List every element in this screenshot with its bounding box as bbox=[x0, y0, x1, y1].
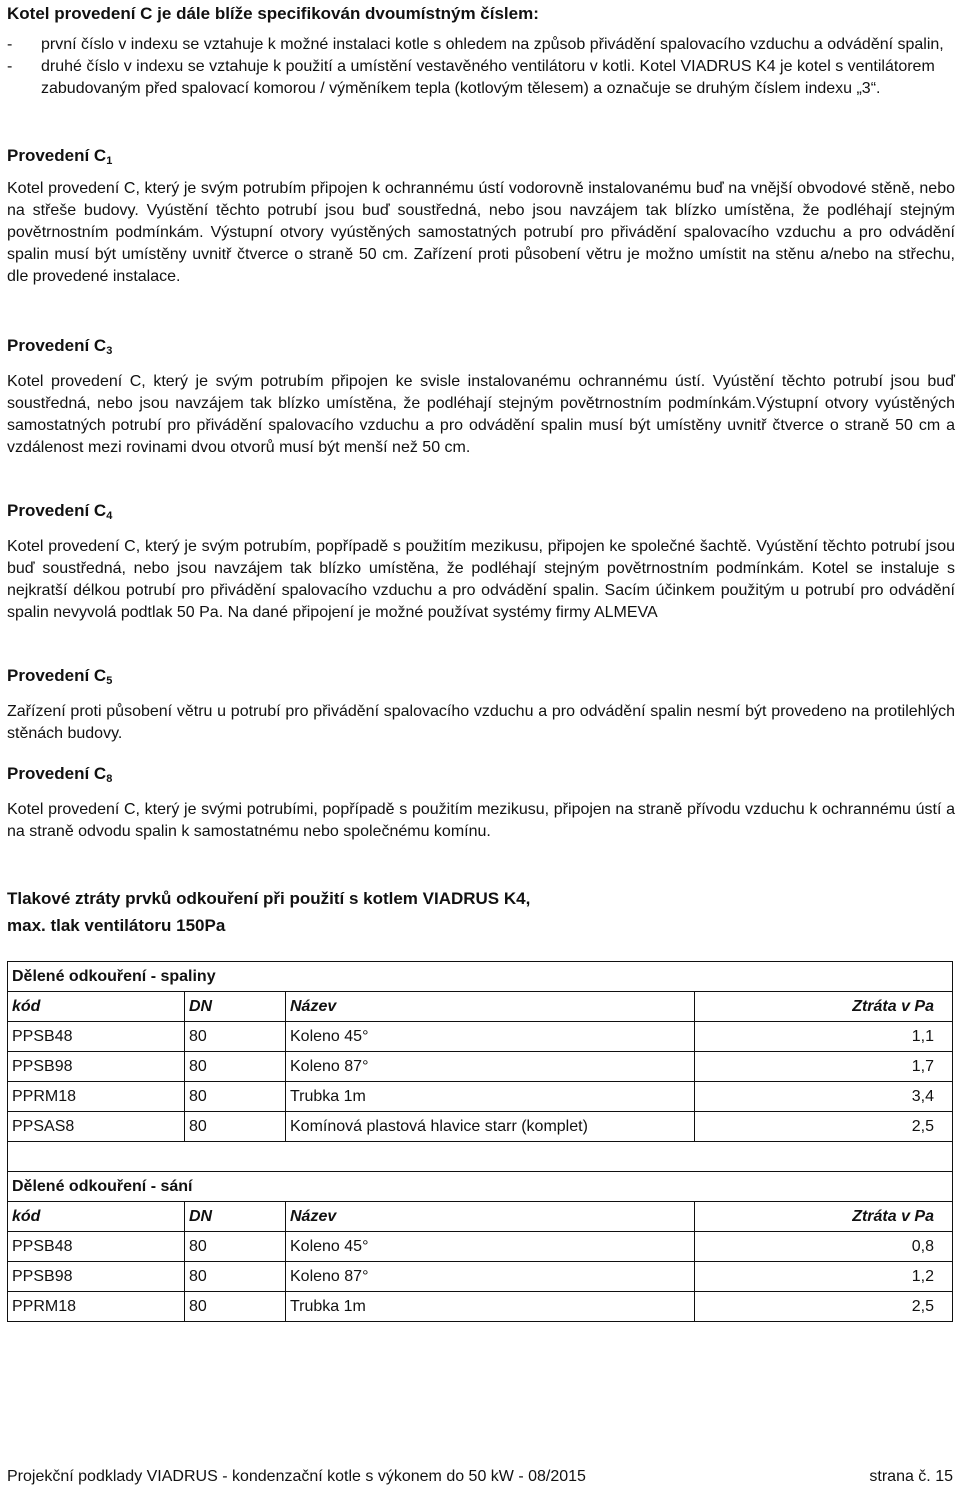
section-heading-label: Provedení C bbox=[7, 146, 107, 165]
section-heading-c8 bbox=[7, 764, 112, 785]
cell-code: PPSB98 bbox=[8, 1262, 185, 1292]
header-name: Název bbox=[286, 992, 695, 1022]
header-code: kód bbox=[8, 992, 185, 1022]
table-spacer-row bbox=[8, 1142, 953, 1172]
table-group-row bbox=[8, 962, 953, 992]
intro-heading: Kotel provedení C je dále blíže specifikován dvoumístným číslem: bbox=[7, 4, 539, 23]
table-row bbox=[8, 1112, 953, 1142]
cell-name: Koleno 87° bbox=[286, 1262, 695, 1292]
table-row bbox=[8, 1052, 953, 1082]
c4-text: Kotel provedení C, který je svým potrubím, popřípadě s použitím mezikusu, připojen ke společné šachtě. Vyústění těchto potrubí jsou buď soustředná, nebo jsou navzájem tak blízko umístěna, že podléhají stejným povětrnostním podmínkám. Kotel se instaluje s nejkratší délkou potrubí pro přivádění spalovacího vzduchu a pro odvádění spalin. Sacím účinkem použitým u potrubí pro odvádění spalin nevyvolá podtlak 50 Pa. Na dané připojení je možné používat systémy firmy ALMEVA bbox=[7, 538, 955, 621]
section-heading-c3 bbox=[7, 336, 112, 357]
table-group-title: Dělené odkouření - sání bbox=[8, 1172, 953, 1202]
cell-loss: 2,5 bbox=[695, 1292, 953, 1322]
cell-dn: 80 bbox=[185, 1232, 286, 1262]
table-row bbox=[8, 1232, 953, 1262]
cell-dn: 80 bbox=[185, 1022, 286, 1052]
cell-loss: 1,2 bbox=[695, 1262, 953, 1292]
section-text-c5 bbox=[7, 701, 955, 745]
c5-text: Zařízení proti působení větru u potrubí pro přivádění spalovacího vzduchu a pro odvádění spalin nesmí být provedeno na protilehlých stěnách budovy. bbox=[7, 703, 955, 742]
header-loss: Ztráta v Pa bbox=[695, 1202, 953, 1232]
cell-name: Koleno 45° bbox=[286, 1022, 695, 1052]
bullet-item bbox=[7, 34, 955, 56]
cell-dn: 80 bbox=[185, 1262, 286, 1292]
bullet-dash: - bbox=[7, 58, 13, 75]
header-loss: Ztráta v Pa bbox=[695, 992, 953, 1022]
cell-loss: 0,8 bbox=[695, 1232, 953, 1262]
table-group-row bbox=[8, 1172, 953, 1202]
cell-loss: 2,5 bbox=[695, 1112, 953, 1142]
table-row bbox=[8, 1082, 953, 1112]
section-text-c3 bbox=[7, 371, 955, 459]
table-row bbox=[8, 1022, 953, 1052]
section-heading-subscript: 4 bbox=[106, 510, 113, 522]
section-heading-c4 bbox=[7, 501, 112, 522]
bullet-text: druhé číslo v indexu se vztahuje k použití a umístění vestavěného ventilátoru v kotli. Kotel VIADRUS K4 je kotel s ventilátorem zabudovaným před spalovací komorou / výměníkem tepla (kotlovým tělesem) a označuje se druhým číslem indexu „3“. bbox=[41, 58, 935, 97]
pressure-loss-table bbox=[7, 961, 953, 1322]
section-heading-c5 bbox=[7, 666, 112, 687]
cell-code: PPSB48 bbox=[8, 1022, 185, 1052]
table-spacer-cell bbox=[8, 1142, 953, 1172]
cell-name: Koleno 87° bbox=[286, 1052, 695, 1082]
section-heading-subscript: 5 bbox=[106, 675, 113, 687]
table-title-line1: Tlakové ztráty prvků odkouření při použití s kotlem VIADRUS K4, bbox=[7, 889, 531, 908]
cell-loss: 3,4 bbox=[695, 1082, 953, 1112]
header-dn: DN bbox=[185, 1202, 286, 1232]
page-footer bbox=[7, 1468, 953, 1486]
bullet-dash: - bbox=[7, 36, 13, 53]
bullet-item bbox=[7, 56, 955, 100]
table-header-row bbox=[8, 992, 953, 1022]
c8-text: Kotel provedení C, který je svými potrubími, popřípadě s použitím mezikusu, připojen na straně přívodu vzduchu k ochrannému ústí a na straně odvodu spalin k samostatnému nebo společnému komínu. bbox=[7, 801, 955, 840]
section-text-c1 bbox=[7, 178, 955, 288]
cell-dn: 80 bbox=[185, 1112, 286, 1142]
cell-dn: 80 bbox=[185, 1082, 286, 1112]
section-heading-label: Provedení C bbox=[7, 764, 107, 783]
section-heading-c1 bbox=[7, 146, 112, 167]
cell-loss: 1,1 bbox=[695, 1022, 953, 1052]
cell-code: PPRM18 bbox=[8, 1082, 185, 1112]
header-name: Název bbox=[286, 1202, 695, 1232]
bullet-text: první číslo v indexu se vztahuje k možné instalaci kotle s ohledem na způsob přivádění spalovacího vzduchu a odvádění spalin, bbox=[41, 36, 944, 53]
header-code: kód bbox=[8, 1202, 185, 1232]
c3-text: Kotel provedení C, který je svým potrubím připojen ke svisle instalovanému ochrannému ústí. Vyústění těchto potrubí jsou buď soustředná, nebo jsou navzájem tak blízko umístěna, že podléhají stejným povětrnostním podmínkám.Výstupní otvory vyústěných samostatných potrubí pro přivádění spalovacího vzduchu a pro odvádění spalin musí být umístěny uvnitř čtverce o straně 50 cm a vzdálenost mezi rovinami dvou otvorů musí být menší než 50 cm. bbox=[7, 373, 955, 456]
table-row bbox=[8, 1262, 953, 1292]
section-heading-subscript: 8 bbox=[106, 773, 113, 785]
page-number: strana č. 15 bbox=[869, 1468, 953, 1485]
cell-code: PPSB48 bbox=[8, 1232, 185, 1262]
c1-text: Kotel provedení C, který je svým potrubím připojen k ochrannému ústí vodorovně instalovanému buď na vnější obvodové stěně, nebo na střeše budovy. Vyústění těchto potrubí jsou buď soustředná, nebo jsou navzájem tak blízko umístěna, že podléhají stejným povětrnostním podmínkám. Výstupní otvory vyústěných samostatných potrubí pro přivádění spalovacího vzduchu a pro odvádění spalin musí být umístěny uvnitř čtverce o straně 50 cm. Zařízení proti působení větru je možno umístit na stěnu a/nebo na střechu, dle provedené instalace. bbox=[7, 180, 955, 285]
section-heading-label: Provedení C bbox=[7, 666, 107, 685]
cell-name: Trubka 1m bbox=[286, 1292, 695, 1322]
cell-code: PPSB98 bbox=[8, 1052, 185, 1082]
intro-bullet-list bbox=[7, 34, 955, 100]
cell-loss: 1,7 bbox=[695, 1052, 953, 1082]
cell-dn: 80 bbox=[185, 1292, 286, 1322]
table-row bbox=[8, 1292, 953, 1322]
cell-name: Komínová plastová hlavice starr (komplet) bbox=[286, 1112, 695, 1142]
table-title bbox=[7, 885, 530, 939]
table-title-line2: max. tlak ventilátoru 150Pa bbox=[7, 916, 226, 935]
section-heading-label: Provedení C bbox=[7, 501, 107, 520]
cell-name: Koleno 45° bbox=[286, 1232, 695, 1262]
cell-code: PPSAS8 bbox=[8, 1112, 185, 1142]
header-dn: DN bbox=[185, 992, 286, 1022]
cell-dn: 80 bbox=[185, 1052, 286, 1082]
footer-title: Projekční podklady VIADRUS - kondenzační kotle s výkonem do 50 kW - 08/2015 bbox=[7, 1468, 586, 1485]
section-text-c8 bbox=[7, 799, 955, 843]
section-heading-subscript: 3 bbox=[106, 345, 113, 357]
section-text-c4 bbox=[7, 536, 955, 624]
cell-code: PPRM18 bbox=[8, 1292, 185, 1322]
table-header-row bbox=[8, 1202, 953, 1232]
section-heading-subscript: 1 bbox=[106, 155, 113, 167]
table-group-title: Dělené odkouření - spaliny bbox=[8, 962, 953, 992]
section-heading-label: Provedení C bbox=[7, 336, 107, 355]
cell-name: Trubka 1m bbox=[286, 1082, 695, 1112]
